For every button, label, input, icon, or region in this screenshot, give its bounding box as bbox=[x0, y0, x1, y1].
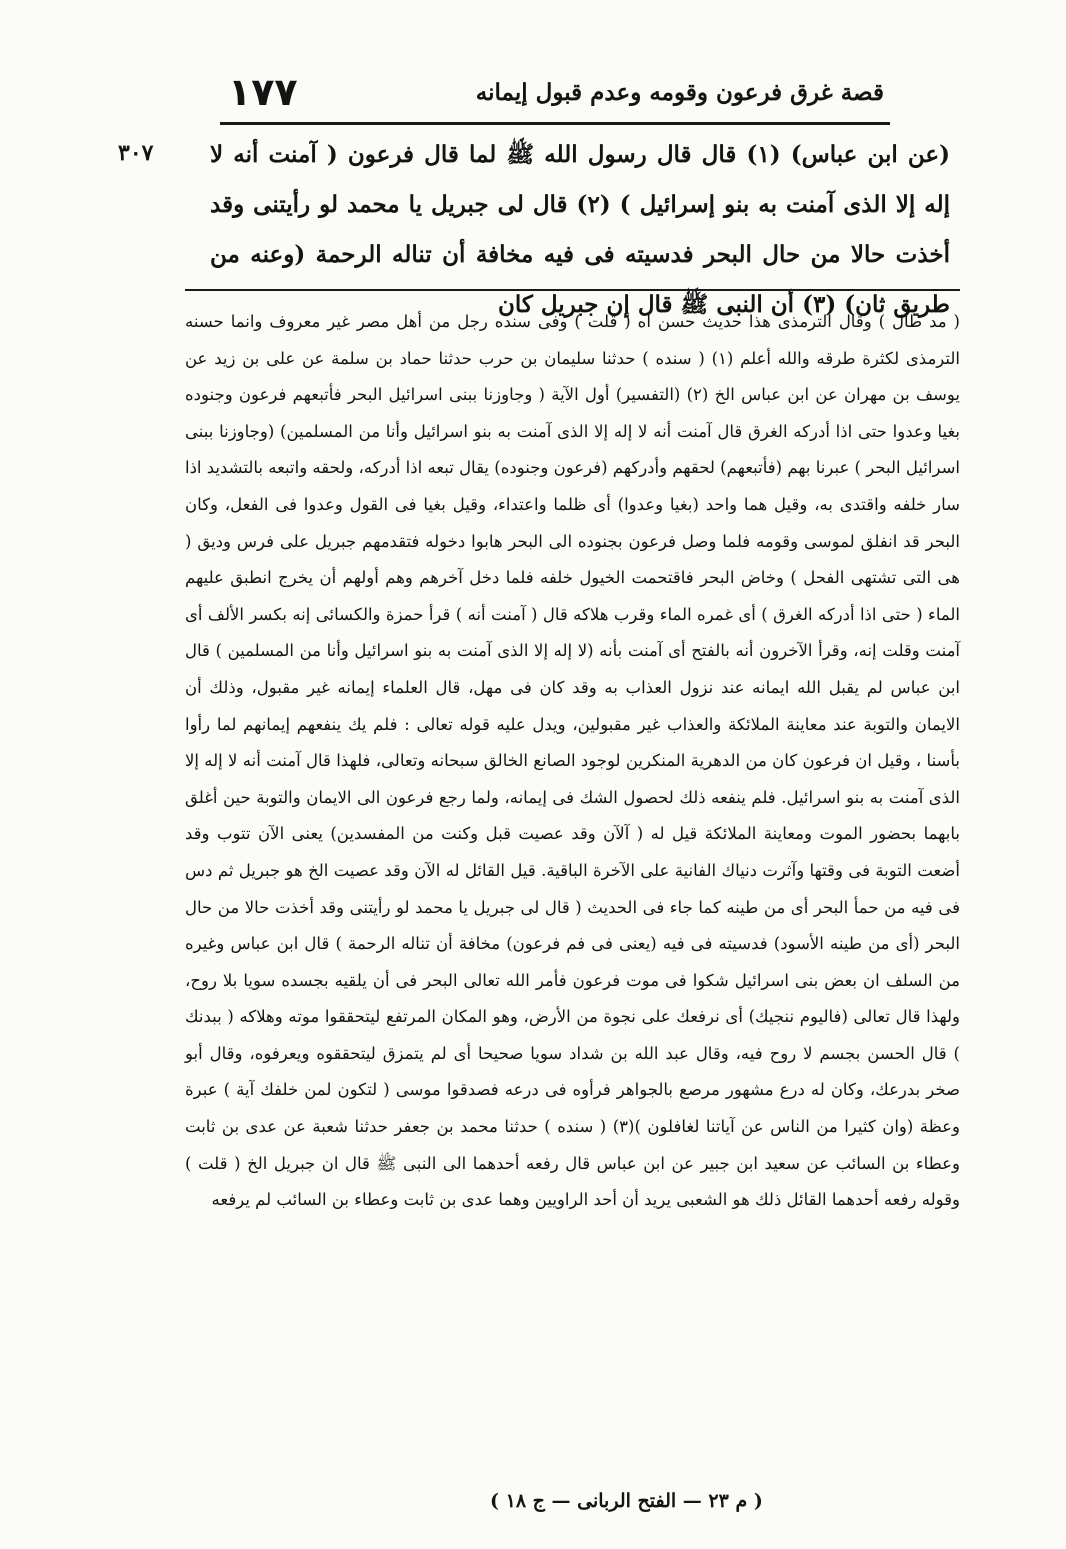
page-header bbox=[220, 62, 890, 125]
footnotes-block bbox=[185, 304, 960, 1219]
page-number: ١٧٧ bbox=[228, 70, 298, 114]
hadith-text: (عن ابن عباس) (١) قال قال رسول الله ﷺ لما قال فرعون ( آمنت أنه لا إله إلا الذى آمنت به بنو إسرائيل ) (٢) قال لى جبريل يا محمد لو رأيتنى وقد أخذت حالا من حال البحر فدسيته فى فيه مخافة أن تناله الرحمة (وعنه من طريق ثان) (٣) أن النبى ﷺ قال إن جبريل كان bbox=[210, 141, 951, 318]
footnote-divider bbox=[185, 289, 960, 291]
footer-signature: ( م ٢٣ — الفتح الربانى — ج ١٨ ) bbox=[490, 1490, 763, 1512]
hadith-number: ٣٠٧ bbox=[118, 140, 154, 166]
running-title: قصة غرق فرعون وقومه وعدم قبول إيمانه bbox=[475, 78, 884, 106]
footnotes-text: ( مد طال ) وقال الترمذى هذا حديث حسن اه ( قلت ) وفى سنده رجل من أهل مصر غير معروف وانما حسنه الترمذى لكثرة طرقه والله أعلم (١) ( سنده ) حدثنا سليمان بن حرب حدثنا حماد بن سلمة عن على بن زيد عن يوسف بن مهران عن ابن عباس الخ (٢) (التفسير) أول الآية ( وجاوزنا ببنى اسرائيل البحر فأتبعهم فرعون وجنوده بغيا وعدوا حتى اذا أدركه الغرق قال آمنت أنه لا إله إلا الذى آمنت به بنو اسرائيل وأنا من المسلمين) (وجاوزنا ببنى اسرائيل البحر ) عبرنا بهم (فأتبعهم) لحقهم وأدركهم (فرعون وجنوده) يقال تبعه اذا أدركه، ولحقه واتبعه بالتشديد اذا سار خلفه واقتدى به، وقيل هما واحد (بغيا وعدوا) أى ظلما واعتداء، وقيل بغيا فى القول وعدوا فى الفعل، وكان البحر قد انفلق لموسى وقومه فلما وصل فرعون بجنوده الى البحر هابوا دخوله فتقدمهم جبريل على فرس وديق ( هى التى تشتهى الفحل ) وخاض البحر فاقتحمت الخيول خلفه فلما دخل آخرهم وهم أولهم أن يخرج انطبق عليهم الماء ( حتى اذا أدركه الغرق ) أى غمره الماء وقرب هلاكه قال ( آمنت أنه ) قرأ حمزة والكسائى إنه بكسر الألف أى آمنت وقلت إنه، وقرأ الآخرون أنه بالفتح أى آمنت بأنه (لا إله إلا الذى آمنت به بنو اسرائيل وأنا من المسلمين ) قال ابن عباس لم يقبل الله ايمانه عند نزول العذاب به وقد كان فى مهل، قال العلماء إيمانه غير مقبول، وذلك أن الايمان والتوبة عند معاينة الملائكة والعذاب غير مقبولين، ويدل عليه قوله تعالى : فلم يك ينفعهم إيمانهم لما رأوا بأسنا ، وقيل ان فرعون كان من الدهرية المنكرين لوجود الصانع الخالق سبحانه وتعالى، فلهذا قال آمنت أنه لا إله إلا الذى آمنت به بنو اسرائيل. فلم ينفعه ذلك لحصول الشك فى إيمانه، ولما رجع فرعون الى الايمان والتوبة حين أغلق بابهما بحضور الموت ومعاينة الملائكة قيل له ( آلآن وقد عصيت قبل وكنت من المفسدين) يعنى الآن تتوب وقد أضعت التوبة فى وقتها وآثرت دنياك الفانية على الآخرة الباقية. قيل القائل له الآن وقد عصيت الخ هو جبريل ثم دس فى فيه من حمأ البحر أى من طينه كما جاء فى الحديث ( قال لى جبريل يا محمد لو رأيتنى وقد أخذت حالا من حال البحر (أى من طينه الأسود) فدسيته فى فيه (يعنى فى فم فرعون) مخافة أن تناله الرحمة ) قال ابن عباس وغيره من السلف ان بعض بنى اسرائيل شكوا فى موت فرعون فأمر الله تعالى البحر فى أن يلقيه بجسده سويا بلا روح، ولهذا قال تعالى (فاليوم ننجيك) أى نرفعك على نجوة من الأرض، وهو المكان المرتفع ليتحققوا موته وهلاكه ( ببدنك ) قال الحسن بجسم لا روح فيه، وقال عبد الله بن شداد سويا صحيحا أى لم يتمزق ليتحققوه ويعرفوه، وقال أبو صخر بدرعك، وكان له درع مشهور مرصع بالجواهر فرأوه فى درعه فصدقوا موسى ( لتكون لمن خلفك آية ) عبرة وعظة (وان كثيرا من الناس عن آياتنا لغافلون )(٣) ( سنده ) حدثنا محمد بن جعفر حدثنا شعبة عن عدى بن ثابت وعطاء بن السائب عن سعيد ابن جبير عن ابن عباس قال رفعه أحدهما الى النبى ﷺ قال ان جبريل الخ ( قلت ) وقوله رفعه أحدهما القائل ذلك هو الشعبى يريد أن أحد الراويين وهما عدى بن ثابت وعطاء بن السائب لم يرفعه bbox=[184, 312, 960, 1210]
hadith-text-block bbox=[210, 130, 950, 330]
